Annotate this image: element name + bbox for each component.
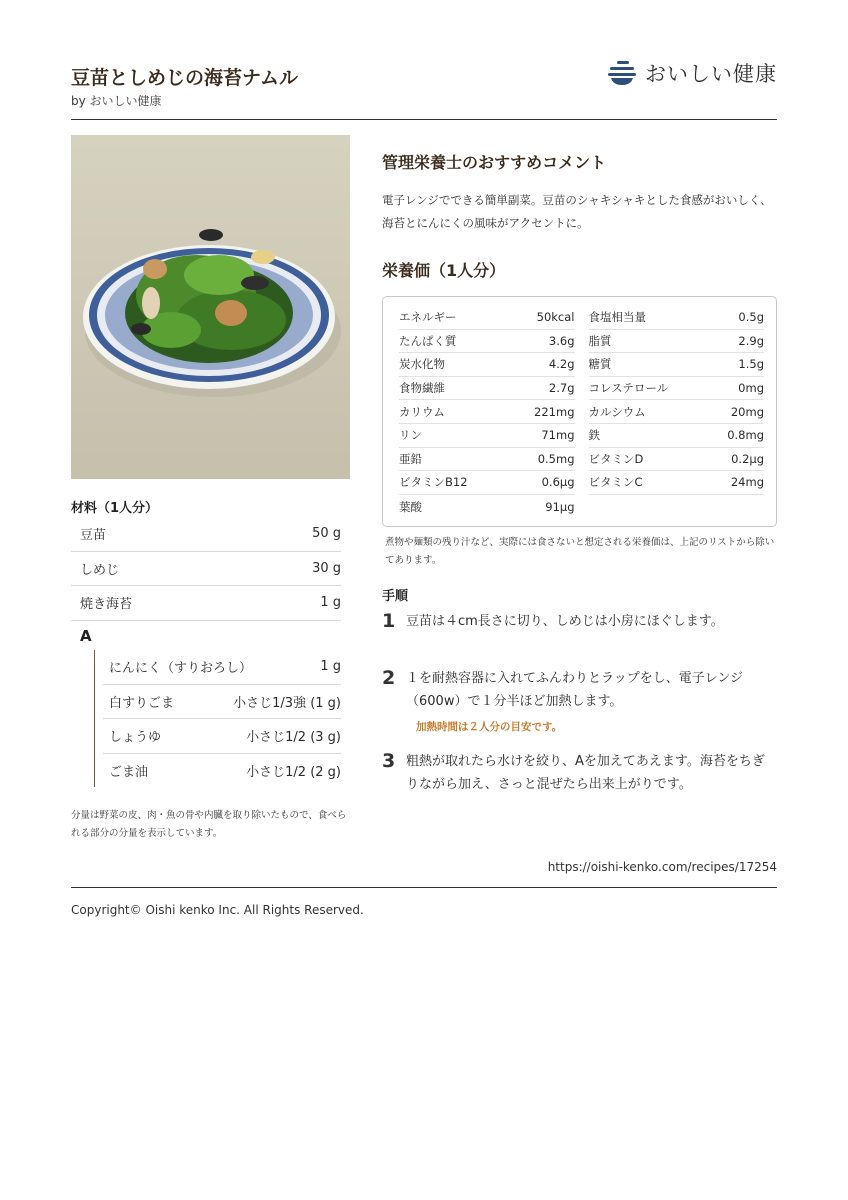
ingredient-name: 白すりごま	[109, 695, 175, 711]
nutrient-value: 2.9g	[738, 333, 764, 348]
ingredient-amount: 1 g	[320, 659, 341, 675]
ingredient-row	[103, 754, 341, 789]
nutrition-row	[399, 424, 575, 448]
nutrient-name: 葉酸	[399, 499, 422, 514]
nutrient-name: コレステロール	[588, 381, 669, 396]
nutrient-name: 糖質	[588, 357, 612, 372]
nutrient-value: 3.6g	[548, 333, 575, 348]
nutrient-name: カリウム	[399, 404, 445, 419]
footer-divider	[71, 887, 777, 888]
nutrient-value: 50kcal	[536, 310, 575, 325]
nutrition-row	[589, 353, 765, 377]
ingredient-name: しめじ	[80, 562, 120, 578]
nutrient-name: 食物繊維	[399, 381, 445, 396]
nutrition-title: 栄養価（1人分）	[382, 261, 506, 280]
nutrition-row	[589, 306, 765, 330]
ingredients-list	[71, 517, 341, 621]
nutrient-value: 0.5mg	[537, 451, 575, 466]
step-item	[382, 667, 777, 713]
nutrient-value: 0.6μg	[541, 475, 575, 490]
nutrient-name: カルシウム	[588, 404, 646, 419]
nutrient-value: 20mg	[730, 404, 764, 419]
nutrient-value: 2.7g	[548, 381, 575, 396]
step-number: 2	[382, 667, 396, 689]
nutrition-row	[399, 377, 575, 401]
nutrient-value: 71mg	[541, 428, 575, 443]
nutrition-row	[589, 330, 765, 354]
step-tip: 加熱時間は２人分の目安です。	[416, 721, 563, 733]
nutrient-name: 亜鉛	[399, 451, 422, 466]
ingredient-amount: 小さじ1/2 (3 g)	[246, 730, 341, 746]
comment-title: 管理栄養士のおすすめコメント	[382, 153, 607, 172]
nutrient-value: 91μg	[545, 499, 575, 514]
nutrition-row	[399, 400, 575, 424]
nutrient-name: 食塩相当量	[588, 310, 646, 325]
nutrient-name: たんぱく質	[399, 333, 457, 348]
ingredient-amount: 1 g	[320, 595, 341, 611]
nutrition-row	[589, 471, 765, 495]
ingredient-name: にんにく（すりおろし）	[109, 661, 253, 677]
ingredient-row	[103, 719, 341, 754]
ingredient-row	[71, 586, 341, 621]
brand-logo[interactable]	[607, 58, 777, 88]
nutrition-row	[589, 400, 765, 424]
recipe-url[interactable]: https://oishi-kenko.com/recipes/17254	[547, 860, 777, 874]
nutrient-value: 0mg	[738, 381, 764, 396]
brand-logo-text: おいしい健康	[645, 62, 777, 86]
nutrition-row	[399, 495, 575, 519]
nutrient-name: 脂質	[588, 333, 612, 348]
step-item	[382, 750, 777, 796]
nutrition-row	[589, 424, 765, 448]
ingredient-row	[103, 650, 341, 685]
nutrition-row	[589, 448, 765, 472]
nutrition-note: 煮物や麺類の残り汁など、実際には食さないと想定される栄養価は、上記のリストから除いてあります。	[385, 537, 775, 566]
nutrition-table	[382, 296, 777, 527]
ingredient-group-label: A	[80, 627, 92, 645]
ingredient-group-list	[103, 650, 341, 788]
nutrition-row	[399, 353, 575, 377]
bowl-logo-icon	[607, 60, 637, 86]
nutrient-name: 炭水化物	[399, 357, 445, 372]
nutrient-value: 24mg	[730, 475, 764, 490]
ingredients-note: 分量は野菜の皮、肉・魚の骨や内臓を取り除いたもので、食べられる部分の分量を表示しています。	[71, 810, 347, 839]
nutrient-name: エネルギー	[399, 310, 457, 325]
step-item	[382, 610, 777, 633]
step-number: 1	[382, 610, 396, 632]
nutrition-row	[399, 306, 575, 330]
nutrient-value: 0.2μg	[731, 451, 764, 466]
ingredient-amount: 50 g	[312, 526, 341, 542]
ingredient-name: ごま油	[109, 765, 149, 781]
ingredient-name: 焼き海苔	[80, 597, 133, 613]
ingredient-row	[71, 517, 341, 552]
nutrient-value: 0.8mg	[727, 428, 764, 443]
ingredient-amount: 30 g	[312, 560, 341, 576]
recipe-byline: by おいしい健康	[71, 94, 162, 108]
ingredients-title: 材料（1人分）	[71, 501, 159, 516]
step-number: 3	[382, 750, 396, 772]
nutrient-name: リン	[399, 428, 422, 443]
dish-photo	[71, 135, 350, 479]
step-text: 粗熱が取れたら水けを絞り、Aを加えてあえます。海苔をちぎりながら加え、さっと混ぜたら出来上がりです。	[406, 754, 765, 792]
nutrient-name: 鉄	[588, 428, 600, 443]
steps-title: 手順	[382, 589, 409, 604]
step-text: １を耐熱容器に入れてふんわりとラップをし、電子レンジ（600w）で１分半ほど加熱します。	[406, 671, 744, 709]
recipe-title: 豆苗としめじの海苔ナムル	[71, 67, 299, 89]
nutrient-value: 0.5g	[738, 310, 764, 325]
ingredient-name: しょうゆ	[109, 730, 162, 746]
nutrient-name: ビタミンB12	[399, 475, 468, 490]
ingredient-amount: 小さじ1/3強 (1 g)	[233, 695, 341, 711]
nutrition-row	[399, 448, 575, 472]
nutrition-row	[399, 330, 575, 354]
nutrient-name: ビタミンD	[588, 451, 644, 466]
ingredient-row	[103, 685, 341, 720]
nutrient-value: 1.5g	[738, 357, 764, 372]
ingredient-row	[71, 552, 341, 587]
ingredient-group-bar	[94, 650, 95, 787]
step-text: 豆苗は４cm長さに切り、しめじは小房にほぐします。	[406, 614, 724, 629]
nutrition-row	[399, 471, 575, 495]
dish-illustration	[71, 135, 350, 479]
ingredient-name: 豆苗	[80, 528, 107, 544]
nutrient-value: 221mg	[534, 404, 575, 419]
comment-text: 電子レンジでできる簡単副菜。豆苗のシャキシャキとした食感がおいしく、海苔とにんにくの風味がアクセントに。	[382, 193, 772, 230]
copyright-text: Copyright© Oishi kenko Inc. All Rights Reserved.	[71, 903, 364, 917]
nutrient-name: ビタミンC	[588, 475, 643, 490]
nutrition-row	[589, 377, 765, 401]
nutrient-value: 4.2g	[548, 357, 575, 372]
header-divider	[71, 119, 777, 120]
ingredient-amount: 小さじ1/2 (2 g)	[246, 765, 341, 781]
